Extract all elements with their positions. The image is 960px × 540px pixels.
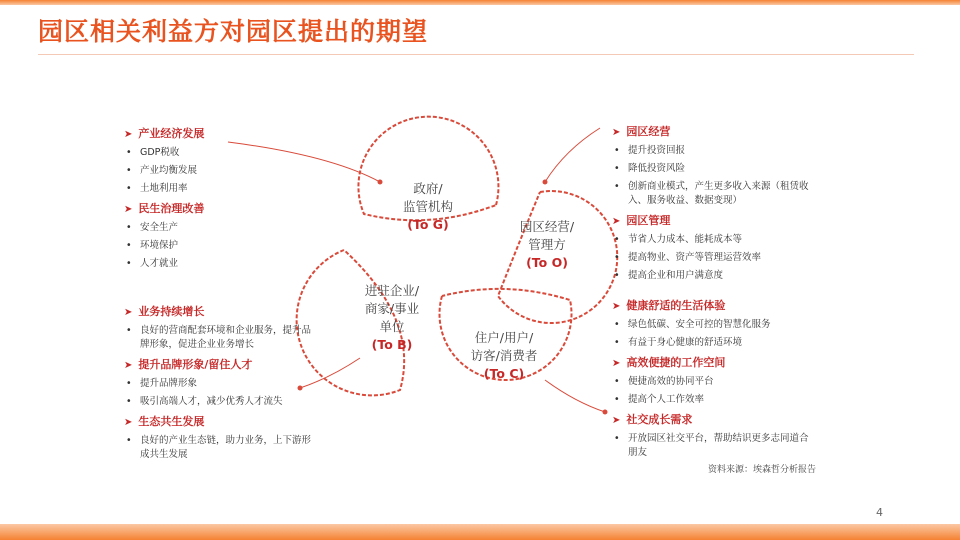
arrow-icon: ➤ — [612, 358, 621, 369]
list-item — [124, 257, 294, 271]
panel-government — [124, 122, 294, 275]
item-text: 便捷高效的协同平台 — [628, 376, 714, 387]
arrow-icon: ➤ — [124, 417, 133, 428]
bullet-icon: • — [614, 181, 620, 192]
heading-workspace — [612, 354, 812, 370]
bullet-icon: • — [126, 222, 132, 233]
node-o-line1: 园区经营/ — [519, 219, 575, 234]
arrow-icon: ➤ — [612, 301, 621, 312]
list-item — [612, 251, 812, 265]
item-text: 提高个人工作效率 — [628, 394, 705, 405]
heading-ecosystem — [124, 413, 314, 429]
item-text: 人才就业 — [140, 258, 179, 269]
bullet-icon: • — [126, 147, 132, 158]
bullet-icon: • — [126, 325, 132, 336]
connector-c-dot — [603, 410, 608, 415]
heading-industry-economy — [124, 125, 294, 141]
arrow-icon: ➤ — [124, 307, 133, 318]
node-b-line2: 商家/事业 — [364, 301, 420, 316]
arrow-icon: ➤ — [612, 127, 621, 138]
heading-label: 提升品牌形象/留住人才 — [138, 358, 253, 371]
heading-healthy-living — [612, 297, 812, 313]
panel-consumer — [612, 294, 812, 464]
bullet-icon: • — [614, 163, 620, 174]
heading-park-management — [612, 212, 812, 228]
list-item — [612, 269, 812, 283]
source-note: 资料来源：埃森哲分析报告 — [708, 465, 817, 475]
list-item — [124, 434, 314, 462]
bullet-icon: • — [614, 376, 620, 387]
node-to-b — [365, 282, 419, 354]
heading-livelihood — [124, 200, 294, 216]
item-text: 提高物业、资产等管理运营效率 — [628, 252, 762, 263]
list-item — [124, 221, 294, 235]
list-item — [124, 164, 294, 178]
connector-c — [545, 380, 605, 412]
connector-g-dot — [378, 180, 383, 185]
page-number: 4 — [876, 506, 883, 519]
list-item — [612, 393, 812, 407]
arrow-icon: ➤ — [124, 360, 133, 371]
node-to-g — [403, 180, 453, 234]
heading-label: 健康舒适的生活体验 — [626, 299, 726, 312]
item-text: GDP税收 — [140, 147, 180, 158]
bullet-icon: • — [126, 435, 132, 446]
list-item — [612, 432, 812, 460]
item-text: 开放园区社交平台，帮助结识更多志同道合朋友 — [628, 433, 809, 458]
bullet-icon: • — [614, 433, 620, 444]
node-g-code: (To G) — [407, 217, 449, 232]
heading-business-growth — [124, 303, 314, 319]
item-text: 创新商业模式，产生更多收入来源（租赁收入、服务收益、数据变现） — [628, 181, 809, 206]
item-text: 产业均衡发展 — [140, 165, 198, 176]
item-text: 环境保护 — [140, 240, 179, 251]
bullet-icon: • — [126, 183, 132, 194]
list-item — [612, 233, 812, 247]
node-b-code: (To B) — [371, 337, 413, 352]
arrow-icon: ➤ — [612, 216, 621, 227]
item-text: 土地利用率 — [140, 183, 188, 194]
list-item — [612, 144, 812, 158]
bullet-icon: • — [126, 165, 132, 176]
node-c-line1: 住户/用户/ — [474, 330, 534, 345]
connector-o-dot — [543, 180, 548, 185]
bullet-icon: • — [614, 394, 620, 405]
item-text: 有益于身心健康的舒适环境 — [628, 337, 743, 348]
bullet-icon: • — [126, 240, 132, 251]
arrow-icon: ➤ — [124, 129, 133, 140]
node-b-line3: 单位 — [379, 319, 405, 334]
heading-brand-talent — [124, 356, 314, 372]
list-item — [124, 324, 314, 352]
list-item — [612, 336, 812, 350]
panel-operator — [612, 120, 812, 287]
bullet-icon: • — [126, 396, 132, 407]
item-text: 提高企业和用户满意度 — [628, 270, 724, 281]
heading-label: 社交成长需求 — [626, 413, 693, 426]
list-item — [124, 395, 314, 409]
item-text: 安全生产 — [140, 222, 179, 233]
heading-label: 产业经济发展 — [138, 127, 205, 140]
item-text: 提升投资回报 — [628, 145, 686, 156]
item-text: 吸引高端人才，减少优秀人才流失 — [140, 396, 283, 407]
bullet-icon: • — [614, 337, 620, 348]
node-c-line2: 访客/消费者 — [470, 348, 538, 363]
item-text: 节省人力成本、能耗成本等 — [628, 234, 743, 245]
heading-label: 民生治理改善 — [138, 202, 205, 215]
item-text: 良好的产业生态链，助力业务，上下游形成共生发展 — [140, 435, 312, 460]
heading-label: 业务持续增长 — [138, 305, 205, 318]
heading-label: 高效便捷的工作空间 — [626, 356, 726, 369]
node-o-line2: 管理方 — [528, 237, 566, 252]
heading-label: 园区经营 — [626, 125, 671, 138]
list-item — [124, 182, 294, 196]
heading-label: 生态共生发展 — [138, 415, 205, 428]
bullet-icon: • — [614, 270, 620, 281]
bottom-band — [0, 524, 960, 540]
page-title: 园区相关利益方对园区提出的期望 — [38, 17, 429, 46]
heading-social-growth — [612, 411, 812, 427]
node-to-c — [471, 329, 538, 383]
node-b-line1: 进驻企业/ — [364, 283, 420, 298]
item-text: 提升品牌形象 — [140, 378, 198, 389]
node-g-line1: 政府/ — [413, 181, 443, 196]
bullet-icon: • — [614, 319, 620, 330]
item-text: 绿色低碳、安全可控的智慧化服务 — [628, 319, 771, 330]
item-text: 良好的营商配套环境和企业服务，提升品牌形象，促进企业业务增长 — [140, 325, 312, 350]
connector-o — [545, 128, 600, 182]
bullet-icon: • — [614, 252, 620, 263]
list-item — [612, 180, 812, 208]
arrow-icon: ➤ — [612, 415, 621, 426]
list-item — [124, 239, 294, 253]
item-text: 降低投资风险 — [628, 163, 686, 174]
heading-label: 园区管理 — [626, 214, 671, 227]
list-item — [124, 377, 314, 391]
node-o-code: (To O) — [526, 255, 568, 270]
arrow-icon: ➤ — [124, 204, 133, 215]
list-item — [612, 375, 812, 389]
node-g-line2: 监管机构 — [402, 199, 454, 214]
bullet-icon: • — [614, 234, 620, 245]
bullet-icon: • — [614, 145, 620, 156]
bullet-icon: • — [126, 378, 132, 389]
list-item — [124, 146, 294, 160]
list-item — [612, 318, 812, 332]
node-to-o — [520, 218, 574, 272]
bullet-icon: • — [126, 258, 132, 269]
panel-enterprise — [124, 300, 314, 466]
node-c-code: (To C) — [483, 366, 525, 381]
list-item — [612, 162, 812, 176]
heading-park-operation — [612, 123, 812, 139]
